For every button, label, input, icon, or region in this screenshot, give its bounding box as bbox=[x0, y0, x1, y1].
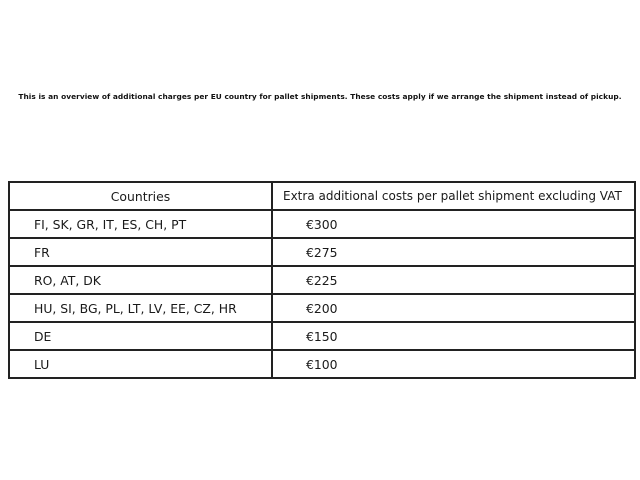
cost-column-header: Extra additional costs per pallet shipment excluding VAT bbox=[272, 182, 635, 210]
table-row bbox=[9, 294, 635, 322]
countries-cell: RO, AT, DK bbox=[9, 266, 272, 294]
countries-cell: HU, SI, BG, PL, LT, LV, EE, CZ, HR bbox=[9, 294, 272, 322]
cost-cell: €200 bbox=[272, 294, 635, 322]
countries-cell: FI, SK, GR, IT, ES, CH, PT bbox=[9, 210, 272, 238]
cost-cell: €150 bbox=[272, 322, 635, 350]
countries-cell: FR bbox=[9, 238, 272, 266]
charges-table bbox=[8, 181, 636, 379]
caption-text: This is an overview of additional charges per EU country for pallet shipments. These costs apply if we arrange the shipment instead of pickup. bbox=[18, 92, 622, 101]
cost-cell: €100 bbox=[272, 350, 635, 378]
table-row bbox=[9, 350, 635, 378]
cost-cell: €225 bbox=[272, 266, 635, 294]
table-row bbox=[9, 238, 635, 266]
countries-cell: LU bbox=[9, 350, 272, 378]
table-row bbox=[9, 322, 635, 350]
table-row bbox=[9, 266, 635, 294]
table-header-row bbox=[9, 182, 635, 210]
countries-cell: DE bbox=[9, 322, 272, 350]
countries-column-header: Countries bbox=[9, 182, 272, 210]
cost-cell: €275 bbox=[272, 238, 635, 266]
cost-cell: €300 bbox=[272, 210, 635, 238]
table-row bbox=[9, 210, 635, 238]
